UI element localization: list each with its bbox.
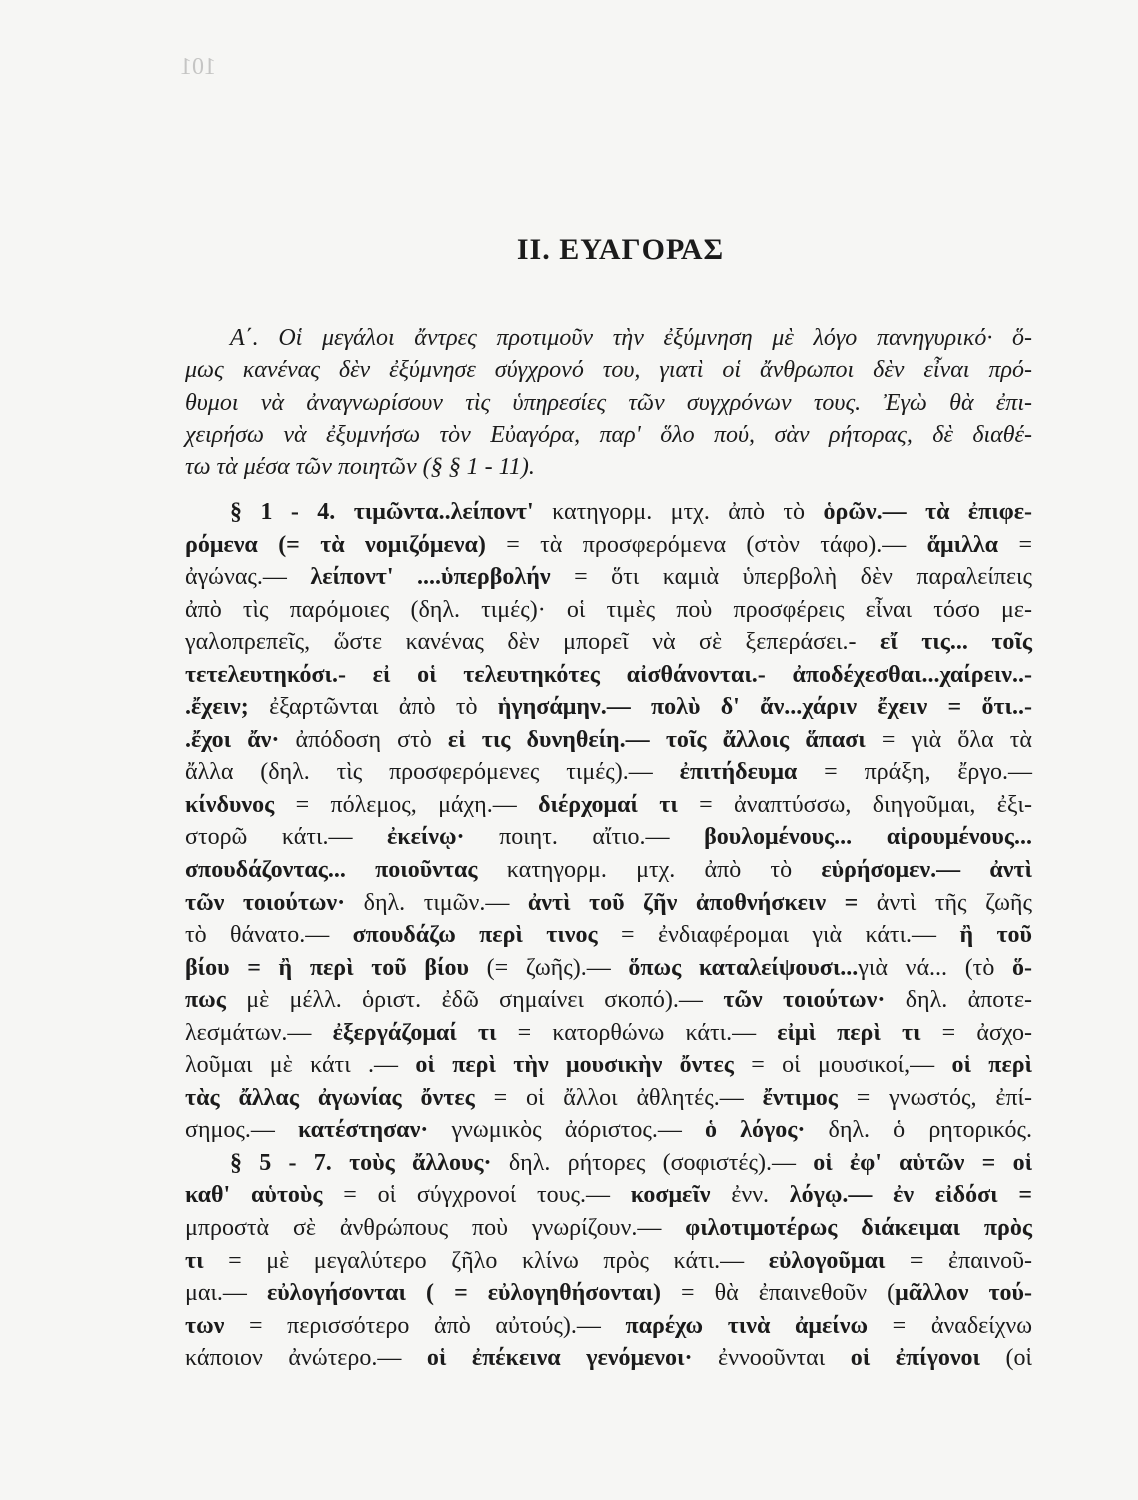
commentary-line [185, 626, 1032, 659]
gloss-text: δηλ. ὁ ρητορικός. [805, 1117, 1033, 1144]
lemma-term: φιλοτιμοτέρως διάκειμαι πρὸς [685, 1215, 1032, 1242]
lemma-term: οἱ περὶ τὴν μουσικὴν ὄντες [415, 1052, 734, 1079]
commentary-line [185, 1049, 1032, 1082]
lemma-term: .ἔχοι ἄν· [185, 726, 280, 753]
lemma-term: ἢ τοῦ [959, 922, 1032, 949]
gloss-text: δηλ. ἀποτε- [885, 987, 1033, 1014]
commentary-line [185, 529, 1032, 562]
commentary-line [185, 952, 1032, 985]
gloss-text: = γνωστός, ἐπί- [837, 1084, 1032, 1111]
lemma-term: ἅμιλλα [926, 531, 999, 558]
gloss-text: ἐξαρτῶνται ἀπὸ τὸ [248, 694, 498, 721]
gloss-text: = περισσότερο ἀπὸ αὐτούς).— [224, 1312, 626, 1339]
commentary-line [185, 756, 1032, 789]
lemma-term: οἱ ἐπίγονοι [850, 1345, 980, 1372]
lemma-term: διέρχομαί τι [538, 791, 678, 818]
gloss-text: = ὅτι καμιὰ ὑπερβολὴ δὲν παραλείπεις [550, 564, 1032, 591]
lemma-term: οἱ περὶ [951, 1052, 1032, 1079]
commentary-line [185, 1342, 1032, 1375]
gloss-text: = πόλεμος, μάχη.— [274, 791, 539, 818]
lemma-term: λείποντ' ....ὑπερβολήν [310, 564, 551, 591]
lemma-term: τῶν τοιούτων· [185, 889, 346, 916]
gloss-text: ἀπὸ τὶς παρόμοιες (δηλ. τιμές)· οἱ τιμὲς ποὺ προσφέρεις εἶναι τόσο με- [185, 596, 1032, 623]
gloss-text: (= ζωῆς).— [468, 954, 629, 981]
gloss-text: δηλ. ρήτορες (σοφιστές).— [491, 1149, 814, 1176]
commentary-line [185, 1179, 1032, 1212]
lemma-term: κίνδυνος [185, 791, 275, 818]
commentary-line [185, 659, 1032, 692]
lemma-term: παρέχω τινὰ ἀμείνω [625, 1312, 868, 1339]
lemma-term: καθ' αὑτοὺς [185, 1182, 323, 1209]
gloss-text: κάποιον ἀνώτερο.— [185, 1345, 427, 1372]
gloss-text: μὲ μέλλ. ὁριστ. ἐδῶ σημαίνει σκοπό).— [225, 987, 724, 1014]
gloss-text: λεσμάτων.— [185, 1019, 333, 1046]
commentary-line [185, 691, 1032, 724]
commentary-line [185, 724, 1032, 757]
lemma-term: ὅ- [1012, 954, 1032, 981]
summary-line: μως κανένας δὲν ἐξύμνησε σύγχρονό του, γιατὶ οἱ ἄνθρωποι δὲν εἶναι πρό- [185, 357, 1032, 384]
commentary-paragraph [185, 1147, 1032, 1375]
lemma-term: εὐλογοῦμαι [768, 1247, 886, 1274]
chapter-title: II. ΕΥΑΓΟΡΑΣ [516, 233, 725, 266]
commentary-line [185, 1017, 1032, 1050]
commentary-line [185, 789, 1032, 822]
lemma-term: τετελευτηκόσι.- εἰ οἱ τελευτηκότες αἰσθάνονται.- ἀποδέχεσθαι...χαίρειν..- [185, 661, 1032, 688]
lemma-term: βουλομένους... αἱρουμένους... [704, 824, 1033, 851]
lemma-term: εὐλογήσονται ( = εὐλογηθήσονται) [266, 1280, 661, 1307]
lemma-term: λόγῳ.— ἐν εἰδόσι = [789, 1182, 1033, 1209]
lemma-term: ρόμενα (= τὰ νομιζόμενα) [185, 531, 486, 558]
lemma-term: σπουδάζοντας... ποιοῦντας [185, 857, 478, 884]
gloss-text: στορῶ κάτι.— [185, 824, 388, 851]
gloss-text: = μὲ μεγαλύτερο ζῆλο κλίνω πρὸς κάτι.— [203, 1247, 769, 1274]
summary-line: τω τὰ μέσα τῶν ποιητῶν (§ § 1 - 11). [185, 454, 535, 481]
commentary-line [185, 561, 1032, 594]
gloss-text: = πράξη, ἔργο.— [797, 759, 1032, 786]
lemma-term: ἡγησάμην.— πολὺ δ' ἄν...χάριν ἔχειν = ὅτι..- [497, 694, 1032, 721]
lemma-term: εἴ τις... τοῖς [880, 629, 1032, 656]
lemma-term: οἱ ἐφ' αὑτῶν = οἱ [813, 1149, 1033, 1176]
lemma-term: μᾶλλον τού- [895, 1280, 1032, 1307]
gloss-text: κατηγορμ. μτχ. ἀπὸ τὸ [533, 499, 824, 525]
gloss-text: δηλ. τιμῶν.— [345, 889, 528, 916]
gloss-text: γιὰ νά... (τὸ [858, 954, 1012, 981]
lemma-term: οἱ ἐπέκεινα γενόμενοι· [426, 1345, 693, 1372]
commentary-line [185, 887, 1032, 920]
commentary-line [185, 1277, 1032, 1310]
gloss-text: = ἀσχο- [920, 1019, 1032, 1046]
gloss-text: μπροστὰ σὲ ἀνθρώπους ποὺ γνωρίζουν.— [185, 1215, 686, 1242]
lemma-term: εἰ τις δυνηθείη.— τοῖς ἄλλοις ἅπασι [447, 726, 866, 753]
gloss-text: = ἐνδιαφέρομαι γιὰ κάτι.— [597, 922, 960, 949]
summary-line: θυμοι νὰ ἀναγνωρίσουν τὶς ὑπηρεσίες τῶν συγχρόνων τους. Ἐγὼ θὰ ἐπι- [185, 389, 1032, 416]
commentary-line [185, 1082, 1032, 1115]
gloss-text: = τὰ προσφερόμενα (στὸν τάφο).— [485, 531, 927, 558]
gloss-text: σημος.— [185, 1117, 299, 1144]
gloss-text: = οἱ ἄλλοι ἀθλητές.— [474, 1084, 763, 1111]
lemma-term: .ἔχειν; [185, 694, 249, 721]
lemma-term: ἐπιτήδευμα [679, 759, 798, 786]
commentary-line [185, 1212, 1032, 1245]
commentary-line [185, 821, 1032, 854]
commentary [185, 496, 1032, 1375]
gloss-text: = [998, 531, 1032, 558]
commentary-line [185, 1147, 1032, 1180]
lemma-term: ἐξεργάζομαί τι [332, 1019, 497, 1046]
lemma-term: εἰμὶ περὶ τι [777, 1019, 921, 1046]
gloss-text: λοῦμαι μὲ κάτι .— [185, 1052, 416, 1079]
gloss-text: κατηγορμ. μτχ. ἀπὸ τὸ [477, 857, 822, 884]
gloss-text: ἄλλα (δηλ. τὶς προσφερόμενες τιμές).— [185, 759, 680, 786]
commentary-line [185, 1114, 1032, 1147]
gloss-text: τὸ θάνατο.— [185, 922, 353, 949]
summary-line: Α΄. Οἱ μεγάλοι ἄντρες προτιμοῦν τὴν ἐξύμνηση μὲ λόγο πανηγυρικό· ὅ- [230, 325, 1032, 351]
gloss-text: ἀντὶ τῆς ζωῆς [858, 889, 1032, 916]
commentary-line [185, 594, 1032, 627]
gloss-text: = οἱ σύγχρονοί τους.— [322, 1182, 631, 1209]
gloss-text: ποιητ. αἴτιο.— [464, 824, 705, 851]
lemma-term: κατέστησαν· [298, 1117, 429, 1144]
summary-paragraph [185, 322, 1032, 483]
lemma-term: πως [185, 987, 226, 1014]
bleed-through-page-number: 101 [180, 54, 216, 80]
commentary-line [185, 984, 1032, 1017]
gloss-text: ἀπόδοση στὸ [279, 726, 448, 753]
lemma-term: § 5 - 7. τοὺς ἄλλους· [230, 1149, 492, 1176]
lemma-term: εὑρήσομεν.— ἀντὶ [821, 857, 1032, 884]
lemma-term: σπουδάζω περὶ τινος [352, 922, 598, 949]
lemma-term: των [185, 1312, 225, 1339]
gloss-text: = γιὰ ὅλα τὰ [865, 726, 1032, 753]
commentary-line [185, 919, 1032, 952]
commentary-paragraph [185, 496, 1032, 1147]
lemma-term: ἀντὶ τοῦ ζῆν ἀποθνήσκειν = [527, 889, 859, 916]
lemma-term: § 1 - 4. τιμῶντα..λείποντ' [230, 499, 534, 525]
gloss-text: = κατορθώνω κάτι.— [496, 1019, 778, 1046]
gloss-text: γνωμικὸς ἀόριστος.— [428, 1117, 706, 1144]
lemma-term: ἐκείνῳ· [387, 824, 465, 851]
gloss-text: ἐννοοῦνται [692, 1345, 851, 1372]
lemma-term: τι [185, 1247, 204, 1274]
commentary-line [185, 496, 1032, 529]
gloss-text: μαι.— [185, 1280, 267, 1307]
gloss-text: = θὰ ἐπαινεθοῦν ( [660, 1280, 896, 1307]
lemma-term: ὁ λόγος· [705, 1117, 806, 1144]
gloss-text: ἀγώνας.— [185, 564, 311, 591]
lemma-term: τὰς ἄλλας ἀγωνίας ὄντες [185, 1084, 475, 1111]
gloss-text: = οἱ μουσικοί,— [733, 1052, 952, 1079]
gloss-text: (οἱ [980, 1345, 1032, 1372]
lemma-term: τῶν τοιούτων· [723, 987, 886, 1014]
commentary-line [185, 854, 1032, 887]
lemma-term: κοσμεῖν [630, 1182, 711, 1209]
gloss-text: γαλοπρεπεῖς, ὥστε κανένας δὲν μπορεῖ νὰ σὲ ξεπεράσει.- [185, 629, 881, 656]
gloss-text: ἐνν. [710, 1182, 790, 1209]
gloss-text: = ἐπαινοῦ- [885, 1247, 1032, 1274]
lemma-term: ὅπως καταλείψουσι... [628, 954, 859, 981]
lemma-term: ἔντιμος [762, 1084, 838, 1111]
commentary-line [185, 1310, 1032, 1343]
gloss-text: = ἀναπτύσσω, διηγοῦμαι, ἐξι- [677, 791, 1032, 818]
summary-line: χειρήσω νὰ ἐξυμνήσω τὸν Εὐαγόρα, παρ' ὅλο πού, σὰν ρήτορας, δὲ διαθέ- [185, 421, 1032, 448]
lemma-term: ὁρῶν.— τὰ ἐπιφε- [823, 499, 1032, 525]
lemma-term: βίου = ἢ περὶ τοῦ βίου [185, 954, 469, 981]
gloss-text: = ἀναδείχνω [868, 1312, 1032, 1339]
commentary-line [185, 1245, 1032, 1278]
